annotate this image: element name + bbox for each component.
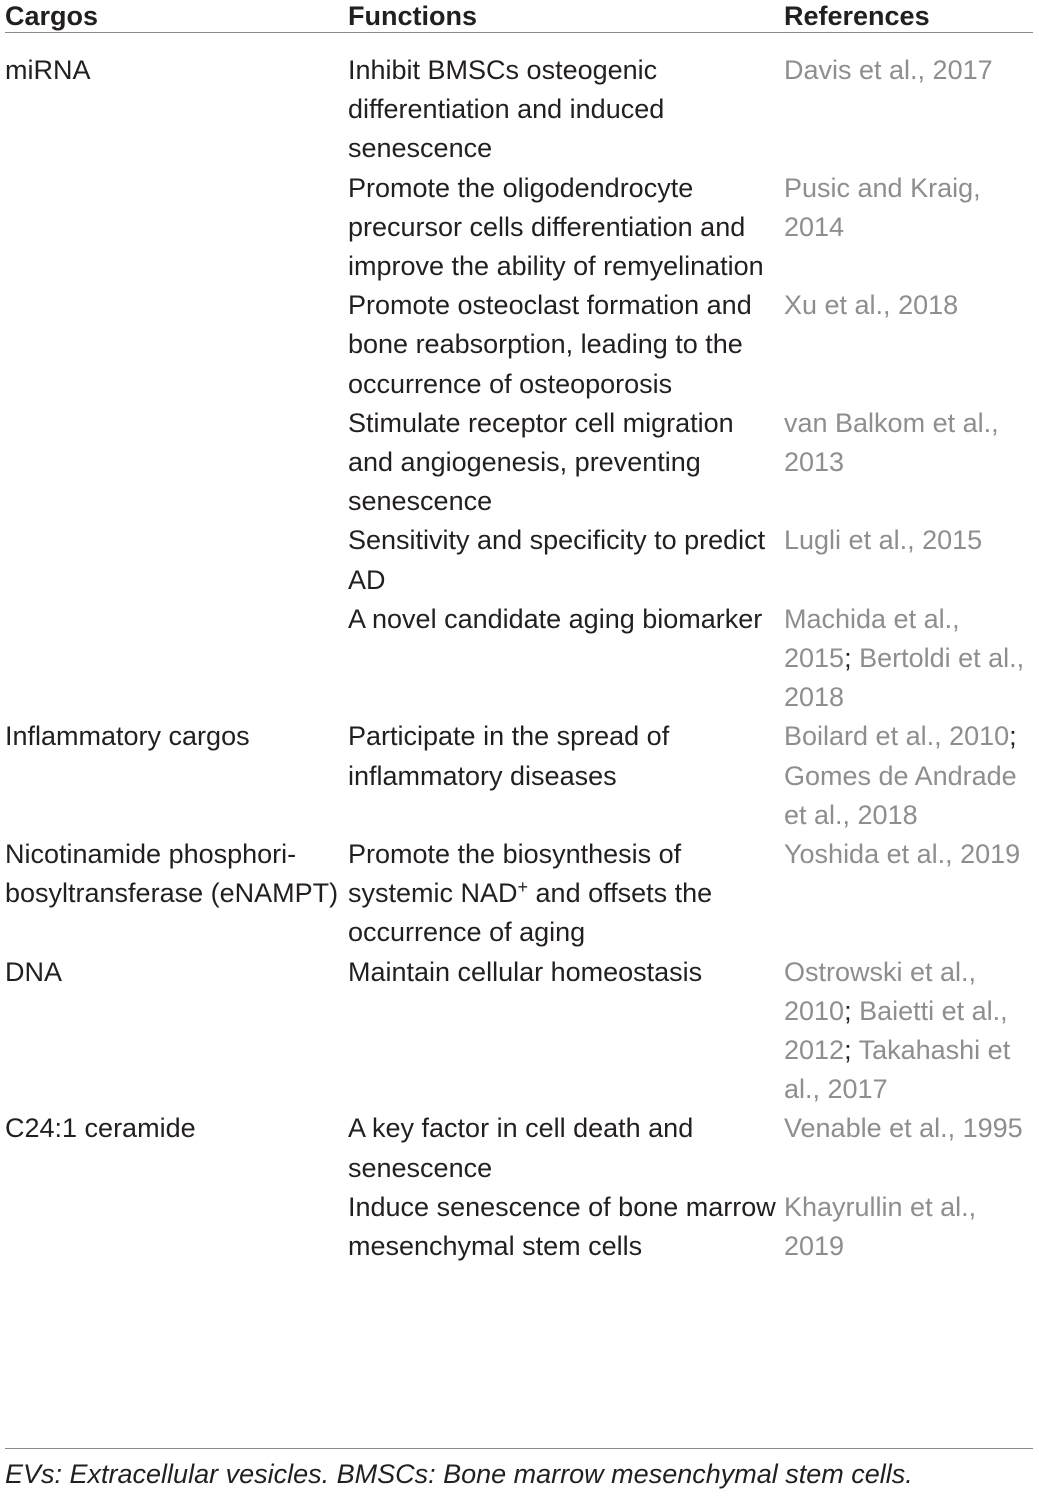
cargo-cell <box>5 286 348 404</box>
superscript-plus: + <box>517 877 529 898</box>
reference-link[interactable]: Ostrowski et al., 2010 <box>784 956 977 1026</box>
cargo-cell <box>5 521 348 599</box>
reference-link[interactable]: Machida et al., 2015 <box>784 603 960 674</box>
table-header-row <box>5 0 1033 33</box>
cargo-cell: miRNA <box>5 55 91 85</box>
table-row <box>5 717 1033 835</box>
reference-cell[interactable]: Lugli et al., 2015 <box>784 525 983 556</box>
cargo-cell <box>5 1188 348 1266</box>
cargo-cell: Inflammatory cargos <box>5 721 250 752</box>
table-row <box>5 953 1033 1110</box>
reference-cell[interactable]: Venable et al., 1995 <box>784 1113 1023 1144</box>
reference-cell[interactable]: Davis et al., 2017 <box>784 55 993 85</box>
reference-link[interactable]: Baietti et al., 2012 <box>784 995 1008 1066</box>
reference-cell[interactable]: Xu et al., 2018 <box>784 290 959 321</box>
table-row <box>5 521 1033 599</box>
reference-separator: ; <box>1009 721 1017 752</box>
table-row <box>5 1109 1033 1187</box>
cargo-cell <box>5 600 348 718</box>
cargo-cell <box>5 169 348 287</box>
reference-separator: ; <box>844 1035 859 1066</box>
function-cell: Inhibit BMSCs osteogenic differentiation and induced senescence <box>348 55 665 164</box>
function-cell: Sensitivity and specificity to predict AD <box>348 525 766 595</box>
function-cell: Stimulate receptor cell migration and angiogenesis, preventing senescence <box>348 407 734 517</box>
table-row <box>5 404 1033 522</box>
reference-cell[interactable]: Pusic and Kraig, 2014 <box>784 172 981 242</box>
function-cell: Promote the oligodendrocyte precursor cells differentiation and improve the ability of remyelination <box>348 172 764 282</box>
function-cell: A novel candidate aging biomarker <box>348 603 763 634</box>
reference-link[interactable]: Boilard et al., 2010 <box>784 721 1010 752</box>
table-row <box>5 169 1033 287</box>
reference-cell <box>784 953 1033 1110</box>
reference-cell[interactable]: Khayrullin et al., 2019 <box>784 1191 977 1262</box>
reference-cell <box>784 600 1033 718</box>
cargo-function-table <box>5 0 1033 1266</box>
function-cell: Participate in the spread of inflammatory diseases <box>348 721 670 791</box>
header-references: References <box>784 0 1033 33</box>
table-footnote: EVs: Extracellular vesicles. BMSCs: Bone marrow mesenchymal stem cells. <box>5 1459 913 1489</box>
reference-link[interactable]: Takahashi et al., 2017 <box>784 1035 1011 1105</box>
function-cell <box>348 835 784 953</box>
reference-link[interactable]: Gomes de Andrade et al., 2018 <box>784 760 1017 830</box>
function-text: and offsets the occurrence of aging <box>348 878 713 948</box>
reference-cell[interactable]: van Balkom et al., 2013 <box>784 407 999 478</box>
table-row <box>5 835 1033 953</box>
table-row <box>5 33 1033 169</box>
reference-cell[interactable]: Yoshida et al., 2019 <box>784 839 1021 870</box>
function-cell: Induce senescence of bone marrow mesenchymal stem cells <box>348 1191 776 1262</box>
table-row <box>5 286 1033 404</box>
function-text: Promote the biosynthesis of systemic NAD <box>348 839 682 909</box>
header-cargos: Cargos <box>5 0 348 33</box>
table-bottom-rule <box>5 1448 1033 1449</box>
cargo-cell: C24:1 ceramide <box>5 1113 196 1144</box>
cargo-cell <box>5 404 348 522</box>
cargo-cell: Nicotinamide phosphori-bosyltransferase (eNAMPT) <box>5 839 339 909</box>
header-functions: Functions <box>348 0 784 33</box>
reference-separator: ; <box>844 643 860 674</box>
table-row <box>5 1188 1033 1266</box>
reference-cell <box>784 717 1033 835</box>
reference-link[interactable]: Bertoldi et al., 2018 <box>784 643 1025 713</box>
table-row <box>5 600 1033 718</box>
function-cell: A key factor in cell death and senescence <box>348 1113 694 1183</box>
function-cell: Promote osteoclast formation and bone reabsorption, leading to the occurrence of osteoporosis <box>348 290 752 399</box>
reference-separator: ; <box>844 995 860 1026</box>
function-cell: Maintain cellular homeostasis <box>348 956 703 987</box>
cargo-cell: DNA <box>5 956 63 987</box>
